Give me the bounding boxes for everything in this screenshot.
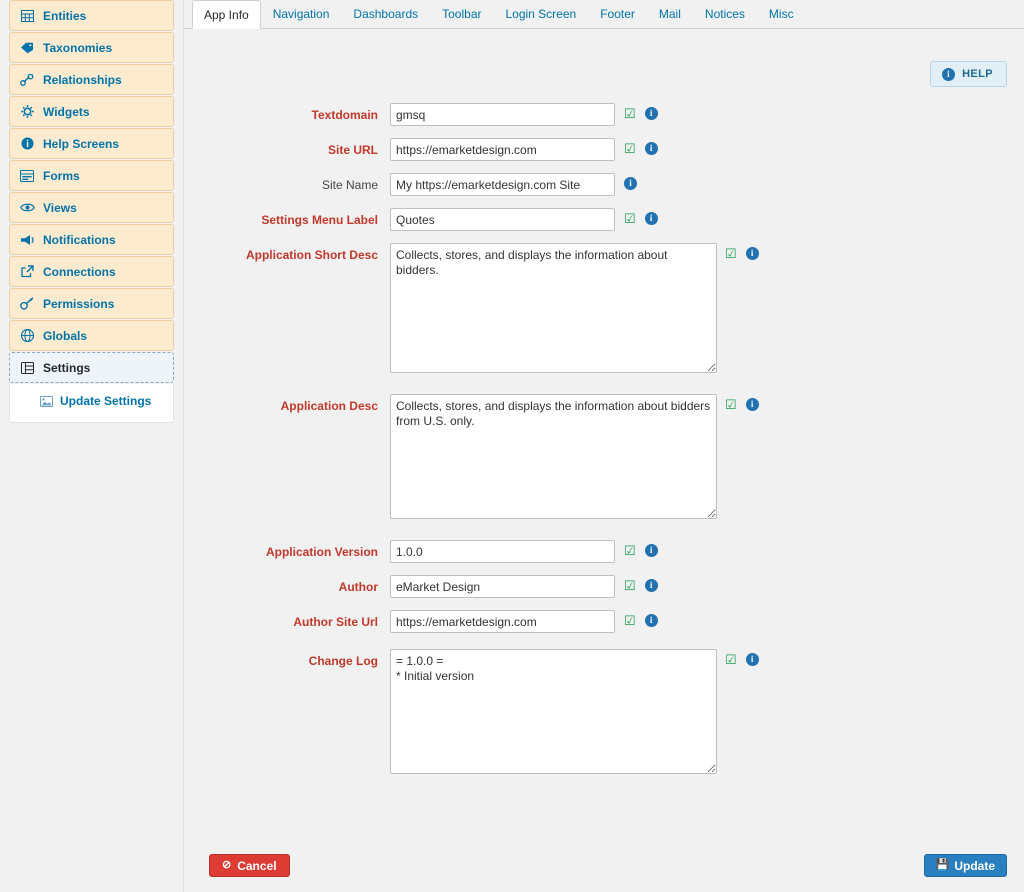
tab-mail[interactable]	[647, 0, 693, 28]
check-square-icon[interactable]: ☑	[624, 141, 636, 156]
app-info-form	[184, 103, 1024, 789]
check-square-icon[interactable]: ☑	[624, 106, 636, 121]
save-icon: 💾	[935, 859, 950, 871]
tag-icon	[18, 42, 36, 54]
field-icons	[615, 610, 658, 627]
check-square-icon[interactable]: ☑	[725, 652, 737, 667]
globe-icon	[18, 329, 36, 342]
tab-label: Mail	[658, 7, 681, 21]
info-icon[interactable]: i	[645, 544, 658, 557]
sidebar-item-label: Permissions	[43, 296, 115, 311]
check-square-icon[interactable]: ☑	[624, 543, 636, 558]
sliders-icon	[18, 362, 36, 374]
field-row-change-log	[184, 649, 1024, 777]
sidebar-item-label: Widgets	[43, 104, 90, 119]
sidebar-item-update-settings[interactable]	[10, 390, 173, 412]
site-url-input[interactable]	[390, 138, 615, 161]
field-row-app-desc	[184, 394, 1024, 522]
field-row-author	[184, 575, 1024, 598]
table-icon	[18, 10, 36, 22]
field-control	[390, 394, 717, 522]
check-square-icon[interactable]: ☑	[624, 211, 636, 226]
tab-app-info[interactable]	[192, 0, 261, 29]
sidebar-item-forms[interactable]	[9, 160, 174, 191]
info-icon[interactable]: i	[746, 247, 759, 260]
field-control	[390, 103, 615, 126]
tab-navigation[interactable]	[261, 0, 342, 28]
sidebar-item-label: Help Screens	[43, 136, 120, 151]
link-icon	[18, 74, 36, 86]
info-icon[interactable]: i	[746, 398, 759, 411]
sidebar-item-views[interactable]	[9, 192, 174, 223]
author-input[interactable]	[390, 575, 615, 598]
info-icon[interactable]: i	[645, 107, 658, 120]
field-row-site-url	[184, 138, 1024, 161]
sidebar-item-entities[interactable]	[9, 0, 174, 31]
help-button-label: HELP	[962, 68, 993, 80]
field-control	[390, 610, 615, 633]
field-icons	[717, 243, 759, 260]
field-icons	[615, 575, 658, 592]
sidebar-item-label: Notifications	[43, 232, 116, 247]
image-icon	[40, 396, 56, 407]
gear-icon	[18, 105, 36, 118]
field-label: Author Site Url	[293, 615, 378, 629]
tab-label: Footer	[600, 7, 635, 21]
sidebar-item-globals[interactable]	[9, 320, 174, 351]
sidebar-item-taxonomies[interactable]	[9, 32, 174, 63]
form-icon	[18, 170, 36, 182]
check-square-icon[interactable]: ☑	[624, 578, 636, 593]
sidebar-item-label: Settings	[43, 360, 91, 375]
field-label: Textdomain	[311, 108, 378, 122]
cancel-button[interactable]	[209, 854, 290, 877]
field-control	[390, 540, 615, 563]
update-button[interactable]	[924, 854, 1007, 877]
info-icon[interactable]: i	[645, 579, 658, 592]
sidebar-submenu-label: Update Settings	[60, 394, 152, 408]
field-icons	[615, 173, 637, 190]
field-label: Site Name	[321, 178, 378, 192]
field-label: Site URL	[327, 143, 378, 157]
field-row-author-site-url	[184, 610, 1024, 633]
sidebar	[0, 0, 184, 892]
sidebar-item-label: Globals	[43, 328, 88, 343]
field-control	[390, 208, 615, 231]
tab-label: Dashboards	[353, 7, 419, 21]
field-label: Author	[338, 580, 378, 594]
check-square-icon[interactable]: ☑	[725, 397, 737, 412]
info-icon[interactable]: i	[624, 177, 637, 190]
app-short-desc-textarea[interactable]	[390, 243, 717, 373]
sidebar-item-permissions[interactable]	[9, 288, 174, 319]
sidebar-submenu-settings	[9, 384, 174, 423]
help-button[interactable]	[930, 61, 1007, 87]
check-square-icon[interactable]: ☑	[725, 246, 737, 261]
tab-notices[interactable]	[693, 0, 757, 28]
sidebar-item-notifications[interactable]	[9, 224, 174, 255]
field-row-settings-menu-label	[184, 208, 1024, 231]
info-icon	[18, 137, 36, 150]
info-icon[interactable]: i	[645, 212, 658, 225]
sidebar-item-label: Connections	[43, 264, 116, 279]
field-icons	[615, 103, 658, 120]
field-icons	[717, 649, 759, 666]
field-row-app-version	[184, 540, 1024, 563]
tab-label: Login Screen	[505, 7, 577, 21]
tab-toolbar[interactable]	[430, 0, 493, 28]
info-icon: i	[942, 68, 955, 81]
field-icons	[615, 540, 658, 557]
tab-panel-app-info	[184, 29, 1024, 892]
tab-label: App Info	[204, 8, 249, 22]
field-control	[390, 173, 615, 196]
sidebar-item-widgets[interactable]	[9, 96, 174, 127]
tab-login-screen[interactable]	[493, 0, 588, 28]
tab-bar	[184, 0, 1024, 29]
app-desc-textarea[interactable]	[390, 394, 717, 519]
field-icons	[615, 138, 658, 155]
sidebar-item-help-screens[interactable]	[9, 128, 174, 159]
sidebar-item-label: Forms	[43, 168, 80, 183]
check-square-icon[interactable]: ☑	[624, 613, 636, 628]
sidebar-item-label: Taxonomies	[43, 40, 113, 55]
external-link-icon	[18, 265, 36, 278]
sidebar-item-settings[interactable]	[9, 352, 174, 383]
update-button-label: Update	[954, 858, 995, 873]
form-footer	[184, 854, 1024, 884]
field-control	[390, 243, 717, 376]
eye-icon	[18, 202, 36, 213]
field-row-textdomain	[184, 103, 1024, 126]
author-site-url-input[interactable]	[390, 610, 615, 633]
megaphone-icon	[18, 234, 36, 246]
field-label: Application Short Desc	[245, 248, 378, 262]
field-row-site-name	[184, 173, 1024, 196]
textdomain-input[interactable]	[390, 103, 615, 126]
field-control	[390, 138, 615, 161]
key-icon	[18, 297, 36, 310]
tab-label: Misc	[768, 7, 794, 21]
site-name-input[interactable]	[390, 173, 615, 196]
tab-label: Notices	[704, 7, 745, 21]
tab-misc[interactable]	[757, 0, 806, 28]
field-control	[390, 575, 615, 598]
sidebar-item-label: Views	[43, 200, 77, 215]
settings-menu-label-input[interactable]	[390, 208, 615, 231]
field-label: Settings Menu Label	[261, 213, 378, 227]
field-label: Change Log	[308, 654, 378, 668]
field-icons	[717, 394, 759, 411]
app-version-input[interactable]	[390, 540, 615, 563]
info-icon[interactable]: i	[645, 142, 658, 155]
change-log-textarea[interactable]	[390, 649, 717, 774]
tab-label: Toolbar	[442, 7, 482, 21]
info-icon[interactable]: i	[645, 614, 658, 627]
field-label: Application Version	[265, 545, 378, 559]
cancel-button-label: Cancel	[237, 858, 277, 873]
tab-label: Navigation	[272, 7, 330, 21]
field-row-app-short-desc	[184, 243, 1024, 376]
ban-icon: ⊘	[222, 859, 232, 871]
sidebar-item-connections[interactable]	[9, 256, 174, 287]
info-icon[interactable]: i	[746, 653, 759, 666]
main-panel	[184, 0, 1024, 892]
field-control	[390, 649, 717, 777]
tab-footer[interactable]	[588, 0, 647, 28]
sidebar-item-relationships[interactable]	[9, 64, 174, 95]
tab-dashboards[interactable]	[341, 0, 430, 28]
sidebar-item-label: Relationships	[43, 72, 122, 87]
field-icons	[615, 208, 658, 225]
field-label: Application Desc	[280, 399, 378, 413]
sidebar-item-label: Entities	[43, 8, 87, 23]
